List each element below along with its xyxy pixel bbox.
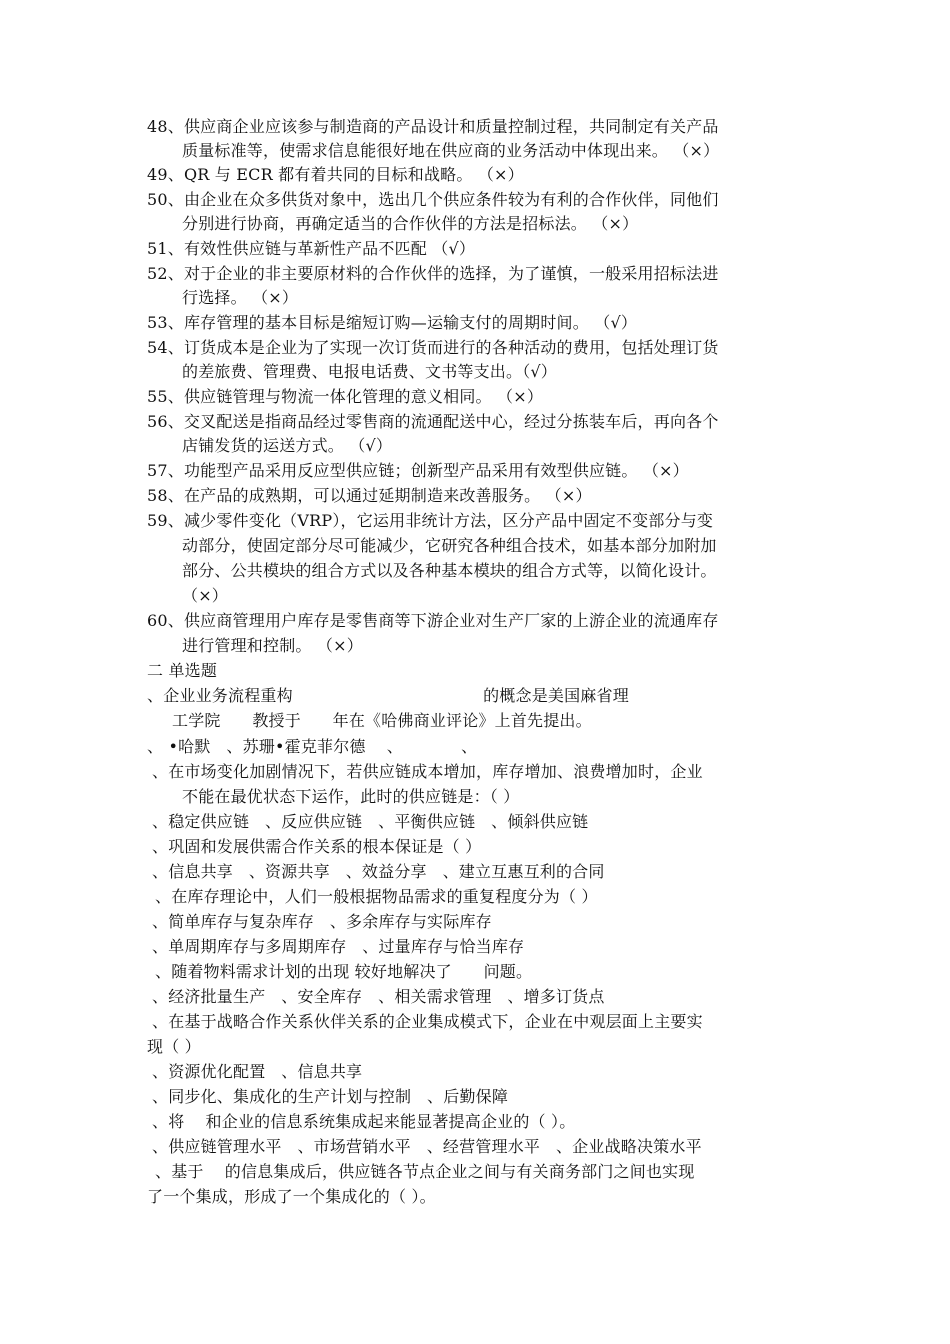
text-line: 58、在产品的成熟期，可以通过延期制造来改善服务。 （×） bbox=[147, 486, 592, 505]
text-line: 50、由企业在众多供货对象中，选出几个供应条件较为有利的合作伙伴，同他们 bbox=[147, 190, 719, 209]
text-line: 、 •哈默 、苏珊•霍克菲尔德 、 、 bbox=[147, 737, 478, 756]
text-line: 51、有效性供应链与革新性产品不匹配 （√） bbox=[147, 239, 476, 258]
text-line: 、在市场变化加剧情况下，若供应链成本增加，库存增加、浪费增加时，企业 bbox=[152, 762, 703, 781]
text-line: （×） bbox=[182, 586, 229, 605]
text-line: 59、减少零件变化（VRP），它运用非统计方法，区分产品中固定不变部分与变 bbox=[147, 511, 714, 530]
text-line: 不能在最优状态下运作，此时的供应链是：（ ） bbox=[182, 787, 520, 806]
text-line: 、经济批量生产 、安全库存 、相关需求管理 、增多订货点 bbox=[152, 987, 605, 1006]
text-line: 行选择。 （×） bbox=[182, 288, 299, 307]
text-line: 、供应链管理水平 、市场营销水平 、经营管理水平 、企业战略决策水平 bbox=[152, 1137, 702, 1156]
text-line: 、将 和企业的信息系统集成起来能显著提高企业的（ ）。 bbox=[152, 1112, 576, 1131]
text-line: 、信息共享 、资源共享 、效益分享 、建立互惠互利的合同 bbox=[152, 862, 605, 881]
text-line: 54、订货成本是企业为了实现一次订货而进行的各种活动的费用，包括处理订货 bbox=[147, 338, 719, 357]
text-line: 的差旅费、管理费、电报电话费、文书等支出。（√） bbox=[182, 362, 557, 381]
text-line: 质量标准等，使需求信息能很好地在供应商的业务活动中体现出来。 （×） bbox=[182, 141, 720, 160]
text-line: 分别进行协商，再确定适当的合作伙伴的方法是招标法。 （×） bbox=[182, 214, 639, 233]
text-line: 、稳定供应链 、反应供应链 、平衡供应链 、倾斜供应链 bbox=[152, 812, 589, 831]
text-line: 、企业业务流程重构 的概念是美国麻省理 bbox=[147, 686, 629, 705]
text-line: 进行管理和控制。 （×） bbox=[182, 636, 363, 655]
text-line: 动部分，使固定部分尽可能减少，它研究各种组合技术，如基本部分加附加 bbox=[182, 536, 717, 555]
section-heading: 二 单选题 bbox=[147, 661, 218, 680]
text-line: 、在库存理论中，人们一般根据物品需求的重复程度分为（ ） bbox=[155, 887, 598, 906]
text-line: 店铺发货的运送方式。 （√） bbox=[182, 436, 393, 455]
text-line: 、巩固和发展供需合作关系的根本保证是（ ） bbox=[152, 837, 482, 856]
text-line: 、基于 的信息集成后，供应链各节点企业之间与有关商务部门之间也实现 bbox=[155, 1162, 695, 1181]
text-line: 、单周期库存与多周期库存 、过量库存与恰当库存 bbox=[152, 937, 525, 956]
text-line: 49、QR 与 ECR 都有着共同的目标和战略。 （×） bbox=[147, 165, 524, 184]
text-line: 、同步化、集成化的生产计划与控制 、后勤保障 bbox=[152, 1087, 509, 1106]
text-line: 55、供应链管理与物流一体化管理的意义相同。 （×） bbox=[147, 387, 544, 406]
text-line: 60、供应商管理用户库存是零售商等下游企业对生产厂家的上游企业的流通库存 bbox=[147, 611, 719, 630]
text-line: 工学院 教授于 年在《哈佛商业评论》上首先提出。 bbox=[172, 711, 592, 730]
text-line: 、随着物料需求计划的出现 较好地解决了 问题。 bbox=[155, 962, 533, 981]
text-line: 48、供应商企业应该参与制造商的产品设计和质量控制过程，共同制定有关产品 bbox=[147, 117, 719, 136]
text-line: 了一个集成，形成了一个集成化的（ ）。 bbox=[147, 1187, 436, 1206]
text-line: 57、功能型产品采用反应型供应链；创新型产品采用有效型供应链。 （×） bbox=[147, 461, 689, 480]
text-line: 、在基于战略合作关系伙伴关系的企业集成模式下，企业在中观层面上主要实 bbox=[152, 1012, 703, 1031]
text-line: 56、交叉配送是指商品经过零售商的流通配送中心，经过分拣装车后，再向各个 bbox=[147, 412, 719, 431]
text-line: 53、库存管理的基本目标是缩短订购—运输支付的周期时间。 （√） bbox=[147, 313, 638, 332]
text-line: 部分、公共模块的组合方式以及各种基本模块的组合方式等，以简化设计。 bbox=[182, 561, 717, 580]
text-line: 、资源优化配置 、信息共享 bbox=[152, 1062, 363, 1081]
text-line: 现（ ） bbox=[147, 1037, 201, 1056]
text-line: 52、对于企业的非主要原材料的合作伙伴的选择，为了谨慎，一般采用招标法进 bbox=[147, 264, 719, 283]
text-line: 、简单库存与复杂库存 、多余库存与实际库存 bbox=[152, 912, 492, 931]
